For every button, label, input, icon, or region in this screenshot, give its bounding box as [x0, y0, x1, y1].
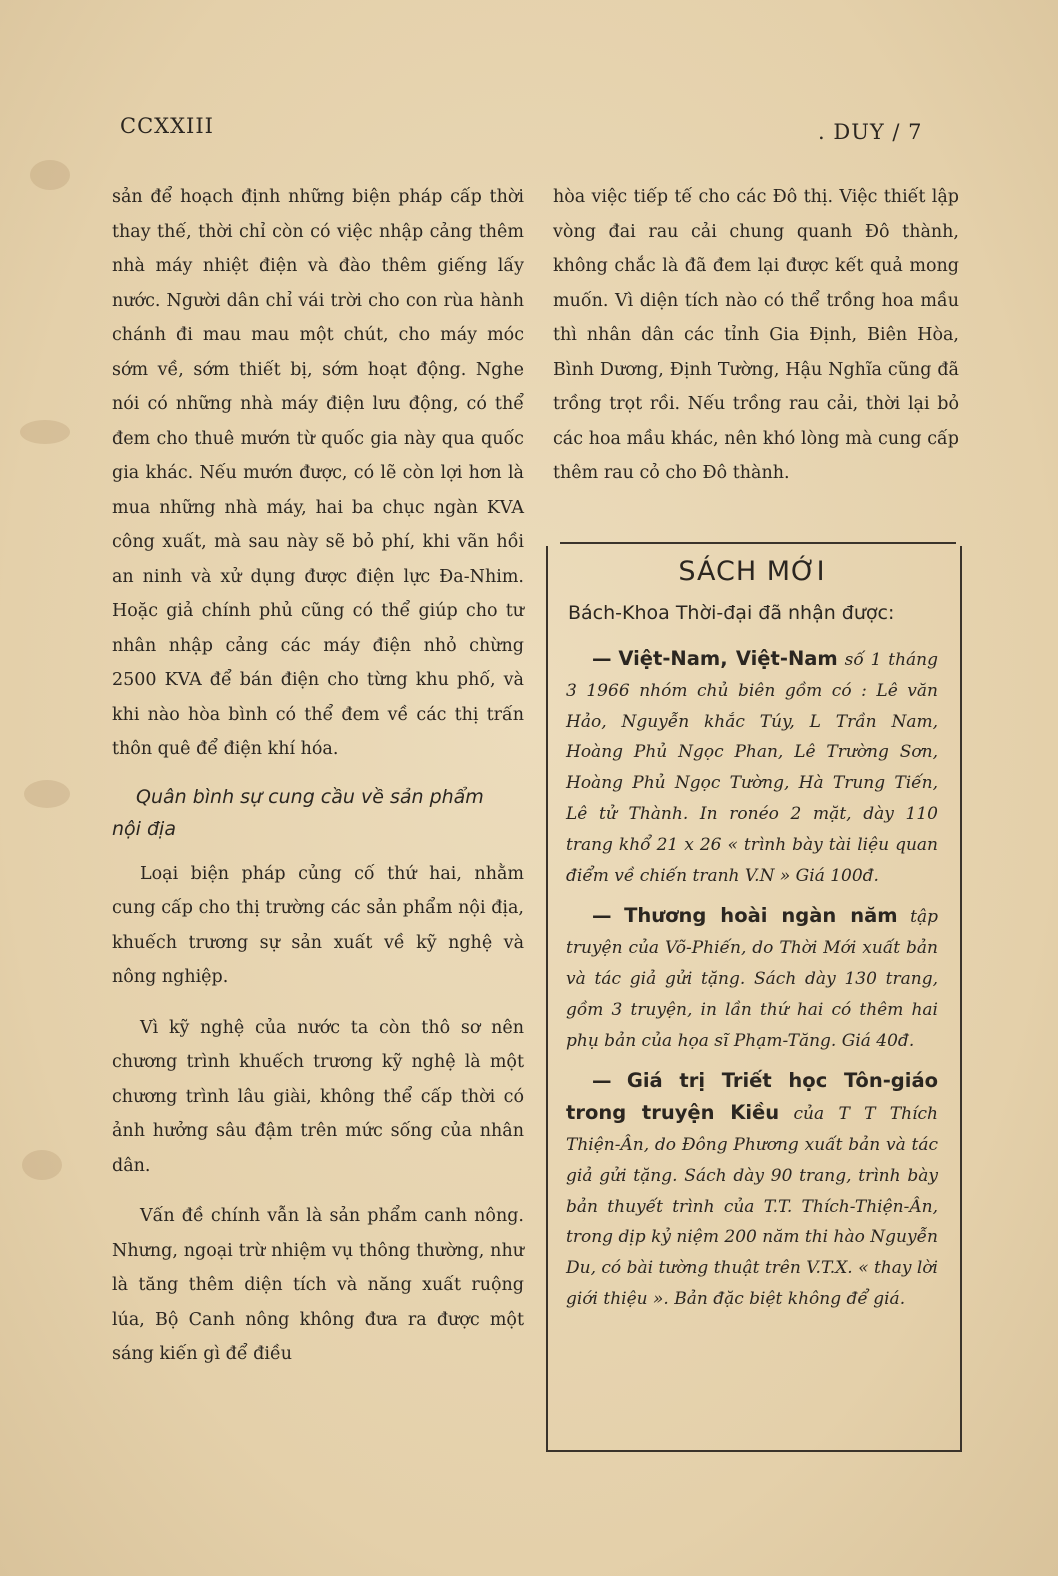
book-title: Thương hoài ngàn năm — [624, 904, 898, 928]
entry-dash: — — [592, 1069, 612, 1093]
book-description: của T T Thích Thiện-Ân, do Đông Phương xuất bản và tác giả gửi tặng. Sách dày 90 trang, trình bày bản thuyết trình của T.T. Thích-Thiện-Ân, trong dịp kỷ niệm 200 năm thi hào Nguyễn Du, có bài tường thuật trên V.T.X. « thay lời giới thiệu ». Bản đặc biệt không để giá. — [566, 1104, 939, 1309]
book-description: số 1 tháng 3 1966 nhóm chủ biên gồm có : Lê văn Hảo, Nguyễn khắc Túy, L Trần Nam, Hoàng Phủ Ngọc Phan, Lê Trường Sơn, Hoàng Phủ Ngọc Tường, Hà Trung Tiến, Lê tử Thành. In ronéo 2 mặt, dày 110 trang khổ 21 x 26 « trình bày tài liệu quan điểm về chiến tranh V.N » Giá 100đ. — [566, 650, 939, 886]
paper-stain — [22, 1150, 62, 1180]
book-description: tập truyện của Võ-Phiến, do Thời Mới xuất bản và tác giả gửi tặng. Sách dày 130 trang, gồm 3 truyện, in lần thứ hai có thêm hai phụ bản của họa sĩ Phạm-Tăng. Giá 40đ. — [566, 907, 938, 1051]
book-entry — [566, 644, 938, 891]
paragraph: Vì kỹ nghệ của nước ta còn thô sơ nên chương trình khuếch trương kỹ nghệ là một chương trình lâu giài, không thể cấp thời có ảnh hưởng sâu đậm trên mức sống của nhân dân. — [112, 1017, 524, 1176]
paragraph: Loại biện pháp củng cố thứ hai, nhằm cung cấp cho thị trường các sản phẩm nội địa, khuếch trương sự sản xuất về kỹ nghệ và nông nghiệp. — [112, 863, 524, 987]
paragraph: hòa việc tiếp tế cho các Đô thị. Việc thiết lập vòng đai rau cải chung quanh Đô thành, không chắc là đã đem lại được kết quả mong muốn. Vì diện tích nào có thể trồng hoa mầu thì nhân dân các tỉnh Gia Định, Biên Hòa, Bình Dương, Định Tường, Hậu Nghĩa cũng đã trồng trọt rồi. Nếu trồng rau cải, thời lại bỏ các hoa mầu khác, nên khó lòng mà cung cấp thêm rau cỏ cho Đô thành. — [553, 187, 959, 483]
new-books-title: SÁCH MỚI — [678, 556, 826, 587]
paragraph: sản để hoạch định những biện pháp cấp thời thay thế, thời chỉ còn có việc nhập cảng thêm nhà máy nhiệt điện và đào thêm giếng lấy nước. Người dân chỉ vái trời cho con rùa hành chánh đi mau mau một chút, cho máy móc sớm về, sớm thiết bị, sớm hoạt động. Nghe nói có những nhà máy điện lưu động, có thể đem cho thuê mướn từ quốc gia này qua quốc gia khác. Nếu mướn được, có lẽ còn lợi hơn là mua những nhà máy, hai ba chục ngàn KVA công xuất, mà sau này sẽ bỏ phí, khi vãn hồi an ninh và xử dụng được điện lực Đa-Nhim. Hoặc giả chính phủ cũng có thể giúp cho tư nhân nhập cảng các máy điện nhỏ chừng 2500 KVA để bán điện cho từng khu phố, và khi nào hòa bình có thể đem về các thị trấn thôn quê để điện khí hóa. — [112, 187, 524, 759]
book-title: Việt-Nam, Việt-Nam — [618, 647, 838, 670]
book-entry — [566, 901, 938, 1056]
box-top-rule — [560, 542, 956, 544]
new-books-list — [566, 644, 938, 1325]
page-header-volume: CCXXIII — [120, 114, 214, 138]
page-header-page-number: . DUY / 7 — [818, 120, 923, 144]
entry-dash: — — [592, 647, 612, 670]
paper-stain — [20, 420, 70, 444]
entry-dash: — — [592, 904, 612, 928]
paper-stain — [24, 780, 70, 808]
paper-stain — [30, 160, 70, 190]
right-column — [553, 180, 959, 491]
book-entry — [566, 1066, 938, 1314]
section-subheading — [112, 781, 524, 845]
left-column — [112, 180, 524, 1372]
book-title: Giá trị Triết học Tôn-giáo trong truyện Kiều — [566, 1069, 939, 1125]
subheading-line: Quân bình sự cung cầu về sản phẩm — [136, 785, 484, 808]
subheading-line: nội địa — [112, 817, 176, 840]
new-books-subtitle: Bách-Khoa Thời-đại đã nhận được: — [568, 602, 895, 624]
paragraph: Vấn đề chính vẫn là sản phẩm canh nông. Nhưng, ngoại trừ nhiệm vụ thông thường, như là tăng thêm diện tích và năng xuất ruộng lúa, Bộ Canh nông không đưa ra được một sáng kiến gì để điều — [112, 1206, 524, 1364]
